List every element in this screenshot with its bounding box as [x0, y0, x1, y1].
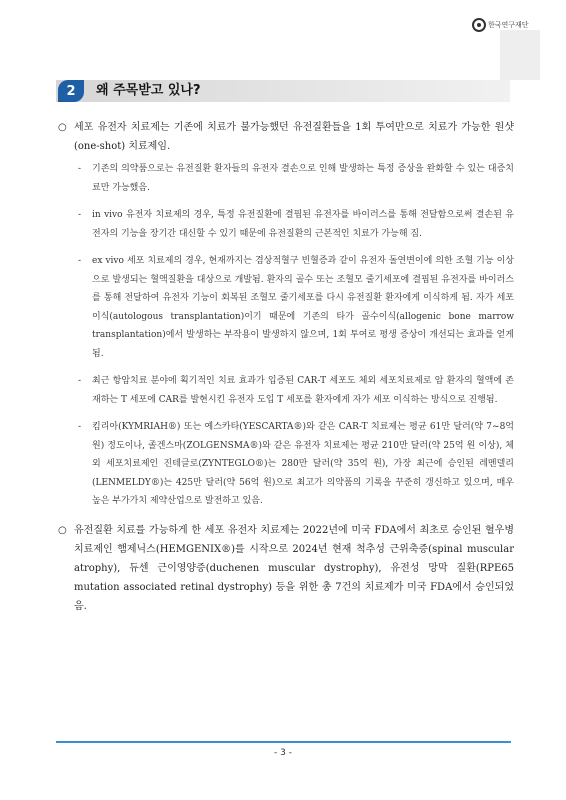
sub-bullet-text: 기존의 의약품으로는 유전질환 환자들의 유전자 결손으로 인해 발생하는 특정 증상을 완화할 수 있는 대증치료만 가능했음. [92, 164, 514, 193]
logo-text: 한국연구재단 [488, 21, 529, 29]
sub-bullet-text: in vivo 유전자 치료제의 경우, 특정 유전질환에 결핍된 유전자를 바이러스를 통해 전달함으로써 결손된 유전자의 기능을 장기간 대신할 수 있기 때문에 유전질환의 근본적인 치료가 가능해 짐. [92, 210, 514, 239]
section-number-badge: 2 [58, 80, 84, 102]
footer-divider [56, 741, 511, 743]
sub-bullet-item [58, 206, 514, 243]
document-body [58, 118, 514, 620]
sub-bullet-mark: - [78, 256, 82, 266]
bullet-text: 유전질환 치료를 가능하게 한 세포 유전자 치료제는 2022년에 미국 FDA에서 최초로 승인된 혈우병 치료제인 햄제닉스(HEMGENIX®)를 시작으로 2024년 현재 척추성 근위축증(spinal muscular atrophy), 듀센 근이영양증(duchenen muscular dystrophy), 유전성 망막 질환(RPE65 mutation associated retinal dystrophy) 등을 위한 총 7건의 치료제가 미국 FDA에서 승인되었음. [74, 524, 514, 612]
bullet-mark: ○ [58, 524, 67, 536]
bullet-item [58, 521, 514, 616]
sub-bullet-item [58, 160, 514, 197]
sub-bullet-mark: - [78, 422, 82, 432]
sub-bullet-item [58, 372, 514, 409]
sub-bullet-text: ex vivo 세포 치료제의 경우, 현재까지는 겸상적혈구 빈혈증과 같이 유전자 돌연변이에 의한 조혈 기능 이상으로 발생되는 혈액질환을 대상으로 개발됨. 환자의 골수 또는 조혈모 줄기세포에 결핍된 유전자를 바이러스를 통해 전달하여 유전자 기능이 회복된 조혈모 줄기세포를 다시 유전질환 환자에게 이식하게 됨. 자가 세포 이식(autologous transplantation)이기 때문에 기존의 타가 골수이식(allogenic bone marrow transplantation)에서 발생하는 부작용이 발생하지 않으며, 1회 투여로 평생 증상이 개선되는 효과를 얻게 됨. [92, 256, 514, 359]
stamp-image [500, 30, 540, 80]
page-number: - 3 - [274, 748, 292, 758]
sub-bullet-mark: - [78, 164, 82, 174]
sub-bullet-item [58, 252, 514, 363]
sub-bullet-item [58, 418, 514, 511]
sub-bullet-mark: - [78, 376, 82, 386]
sub-bullet-text: 최근 항암치료 분야에 획기적인 치료 효과가 입증된 CAR-T 세포도 체외 세포치료제로 암 환자의 혈액에 존재하는 T 세포에 CAR를 발현시킨 유전자 도입 T 세포를 환자에게 자가 세포 이식하는 방식으로 진행됨. [92, 376, 514, 405]
logo-icon [472, 18, 486, 32]
bullet-text: 세포 유전자 치료제는 기존에 치료가 불가능했던 유전질환들을 1회 투여만으로 치료가 가능한 원샷(one-shot) 치료제임. [74, 122, 514, 152]
section-title: 왜 주목받고 있나? [96, 83, 201, 98]
bullet-item [58, 118, 514, 156]
sub-bullet-mark: - [78, 210, 82, 220]
bullet-mark: ○ [58, 122, 67, 133]
sub-bullet-text: 킴리아(KYMRIAH®) 또는 예스카타(YESCARTA®)와 같은 CAR-T 치료제는 평균 61만 달러(약 7~8억 원) 정도이나, 졸겐스마(ZOLGENSMA®)와 같은 유전자 치료제는 평균 210만 달러(약 25억 원 이상), 체외 세포치료제인 진테글로(ZYNTEGLO®)는 280만 달러(약 35억 원), 가장 최근에 승인된 레멘델리(LENMELDY®)는 425만 달러(약 56억 원)으로 최고가 의약품의 기록을 꾸준히 갱신하고 있으며, 매우 높은 부가가치 제약산업으로 발전하고 있음. [92, 422, 514, 506]
